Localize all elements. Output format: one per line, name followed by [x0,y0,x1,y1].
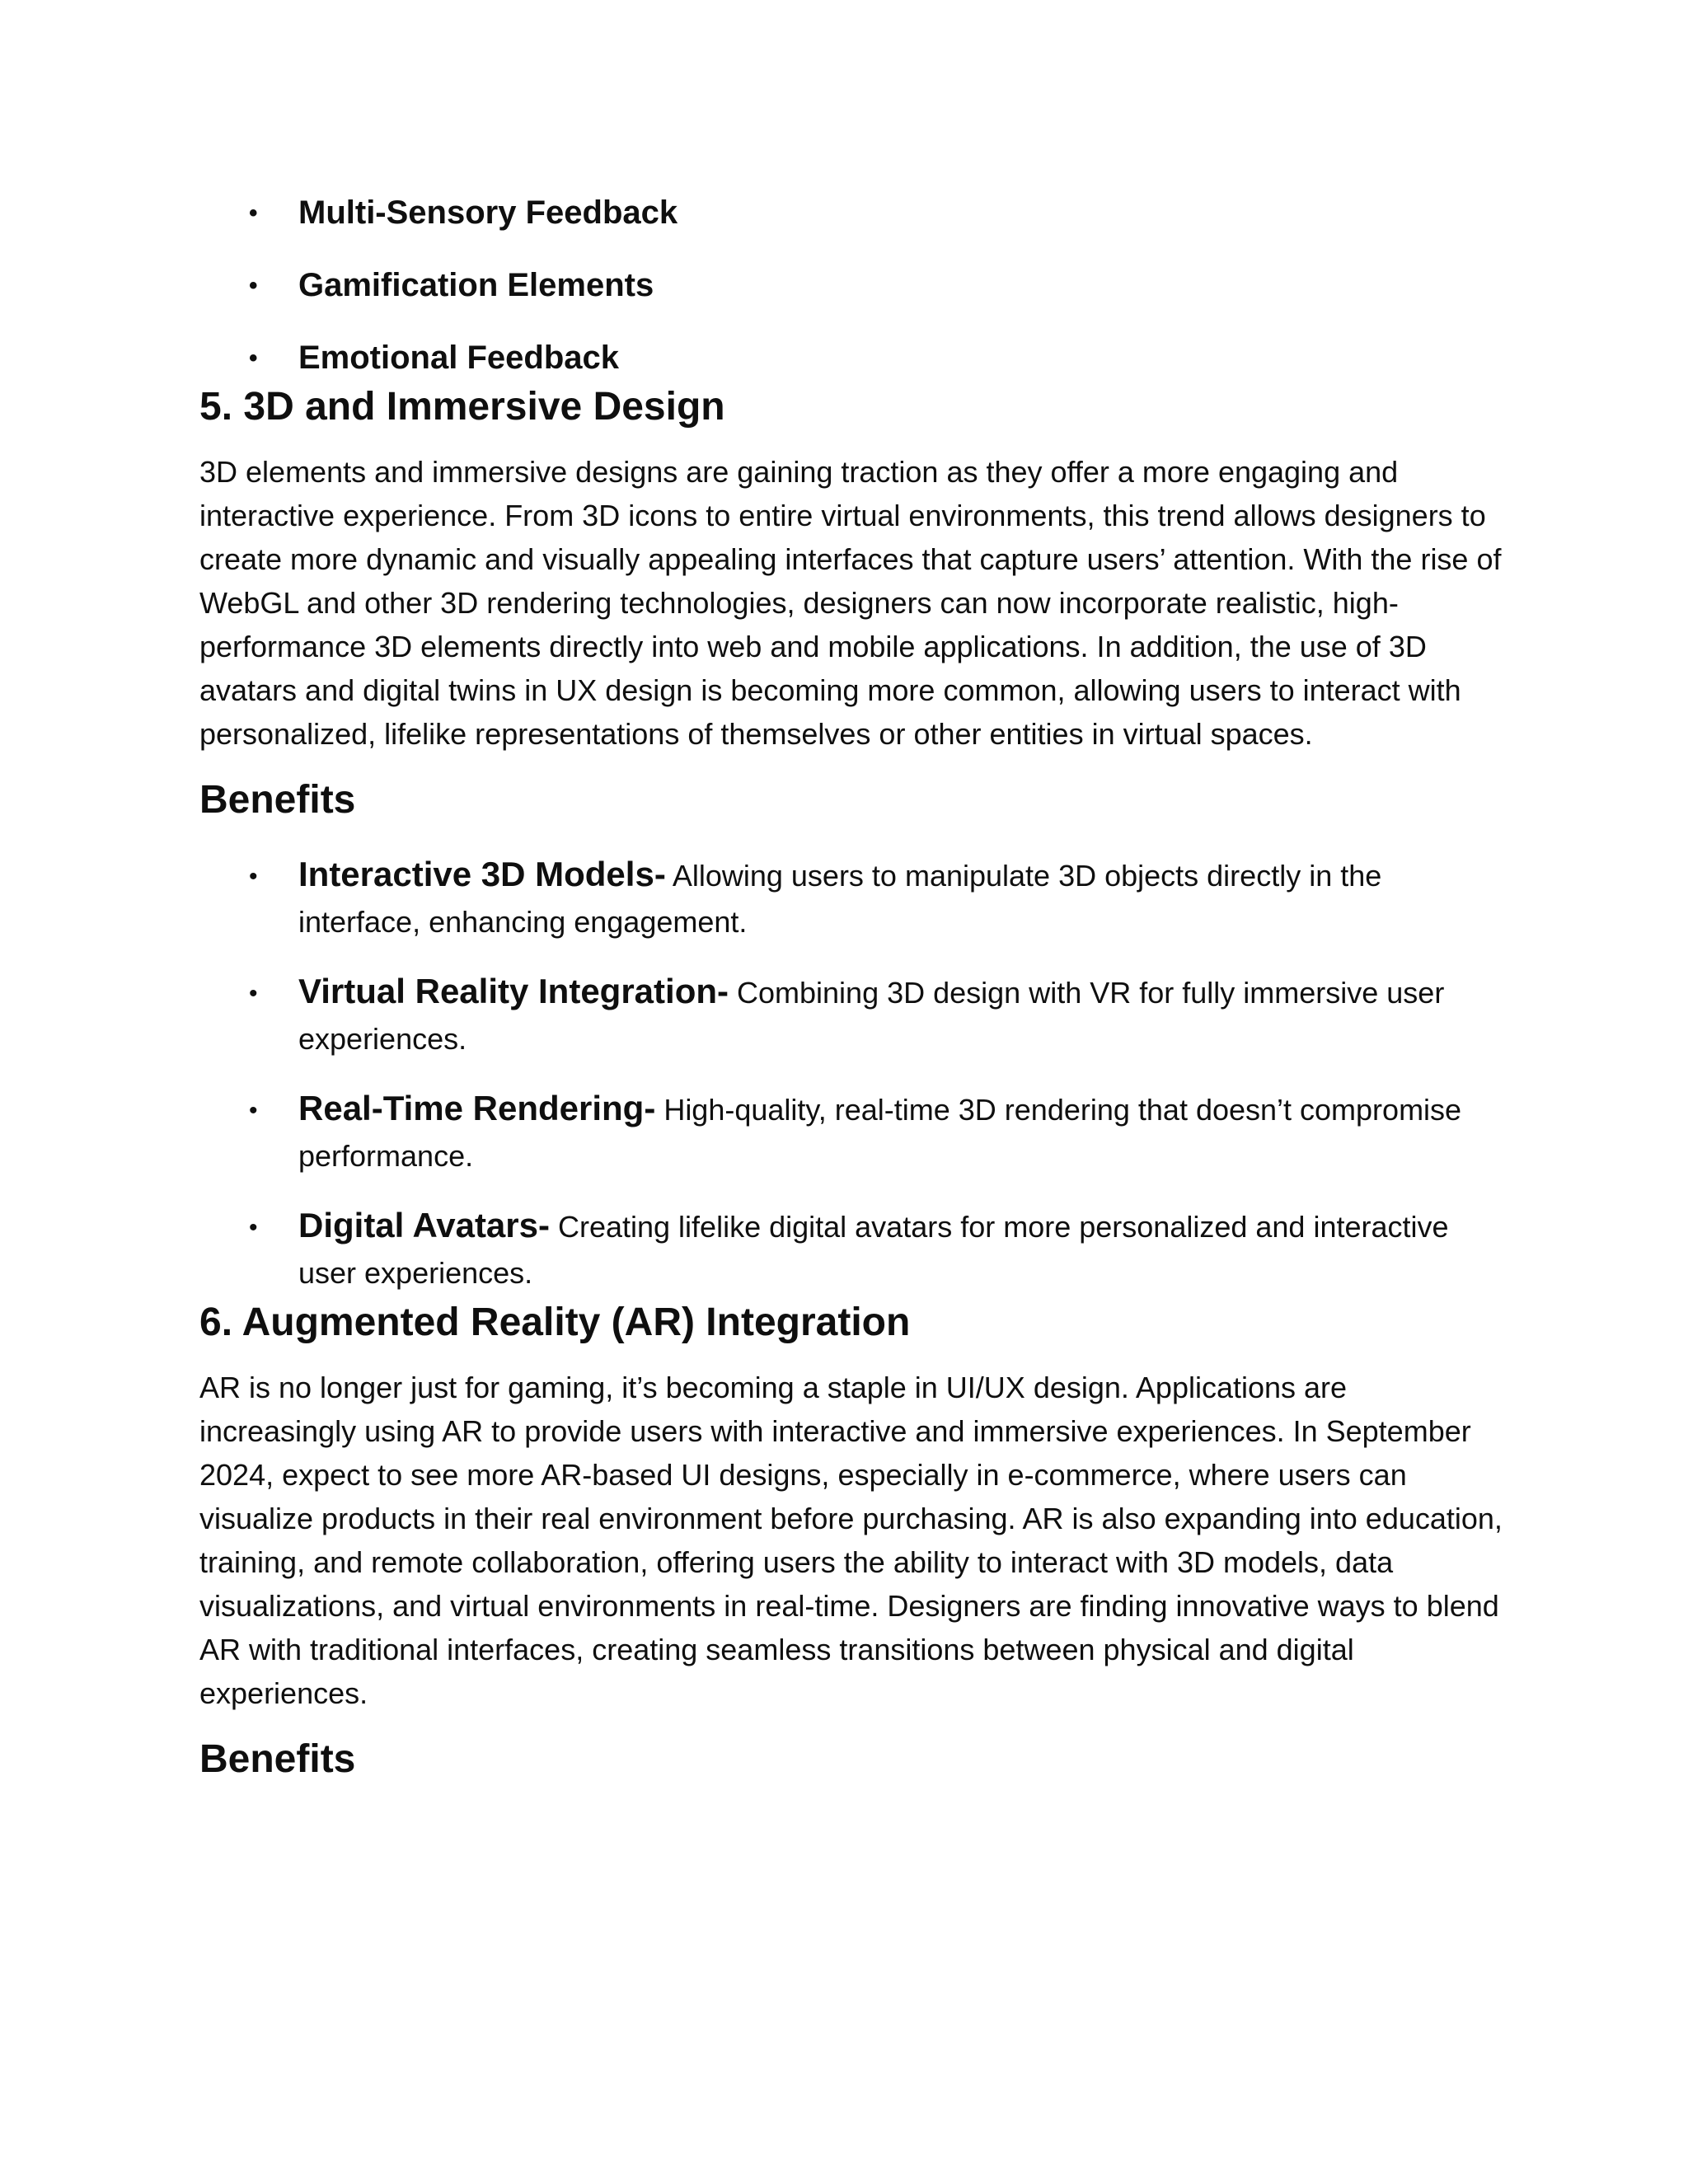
benefit-term: Digital Avatars- [298,1206,550,1244]
benefit-description: Allowing users to manipulate 3D objects directly in the interface, enhancing engagement. [298,859,1382,939]
section-heading: 5. 3D and Immersive Design [199,385,725,429]
bullet-text: Gamification Elements [298,267,654,303]
benefit-description: High-quality, real-time 3D rendering that doesn’t compromise performance. [298,1093,1462,1173]
benefit-term: Virtual Reality Integration- [298,972,729,1010]
bullet-icon: • [249,1097,258,1124]
intro-bullet-list [199,190,1510,381]
bullet-text: Emotional Feedback [298,340,619,376]
benefit-term: Interactive 3D Models- [298,855,666,893]
list-item [199,1202,1510,1296]
section-heading: 6. Augmented Reality (AR) Integration [199,1301,911,1344]
benefits-heading: Benefits [199,1737,356,1781]
bullet-icon: • [249,980,258,1007]
list-item [199,851,1510,945]
list-item [199,335,1510,381]
document-content [199,190,1510,1786]
bullet-text: Multi-Sensory Feedback [298,194,678,231]
benefits-heading: Benefits [199,778,356,822]
bullet-icon: • [249,272,258,299]
list-item [199,190,1510,236]
section-paragraph: 3D elements and immersive designs are gaining traction as they offer a more engaging and interactive experience. From 3D icons to entire virtual environments, this trend allows designers to create more dynamic and visually appealing interfaces that capture users’ attention. With the rise of WebGL and other 3D rendering technologies, designers can now incorporate realistic, high-performance 3D elements directly into web and mobile applications. In addition, the use of 3D avatars and digital twins in UX design is becoming more common, allowing users to interact with personalized, lifelike representations of themselves or other entities in virtual spaces. [199,455,1502,751]
benefit-description: Creating lifelike digital avatars for more personalized and interactive user experiences. [298,1210,1449,1290]
section-paragraph: AR is no longer just for gaming, it’s becoming a staple in UI/UX design. Applications are increasingly using AR to provide users with interactive and immersive experiences. In September 2024, expect to see more AR-based UI designs, especially in e-commerce, where users can visualize products in their real environment before purchasing. AR is also expanding into education, training, and remote collaboration, offering users the ability to interact with 3D models, data visualizations, and virtual environments in real-time. Designers are finding innovative ways to blend AR with traditional interfaces, creating seamless transitions between physical and digital experiences. [199,1371,1503,1710]
list-item [199,1085,1510,1179]
bullet-icon: • [249,199,258,227]
list-item [199,968,1510,1062]
bullet-icon: • [249,1214,258,1241]
bullet-icon: • [249,863,258,890]
bullet-icon: • [249,344,258,372]
benefits-list [199,851,1510,1296]
benefit-description: Combining 3D design with VR for fully immersive user experiences. [298,976,1445,1056]
benefit-term: Real-Time Rendering- [298,1089,656,1127]
list-item [199,262,1510,308]
